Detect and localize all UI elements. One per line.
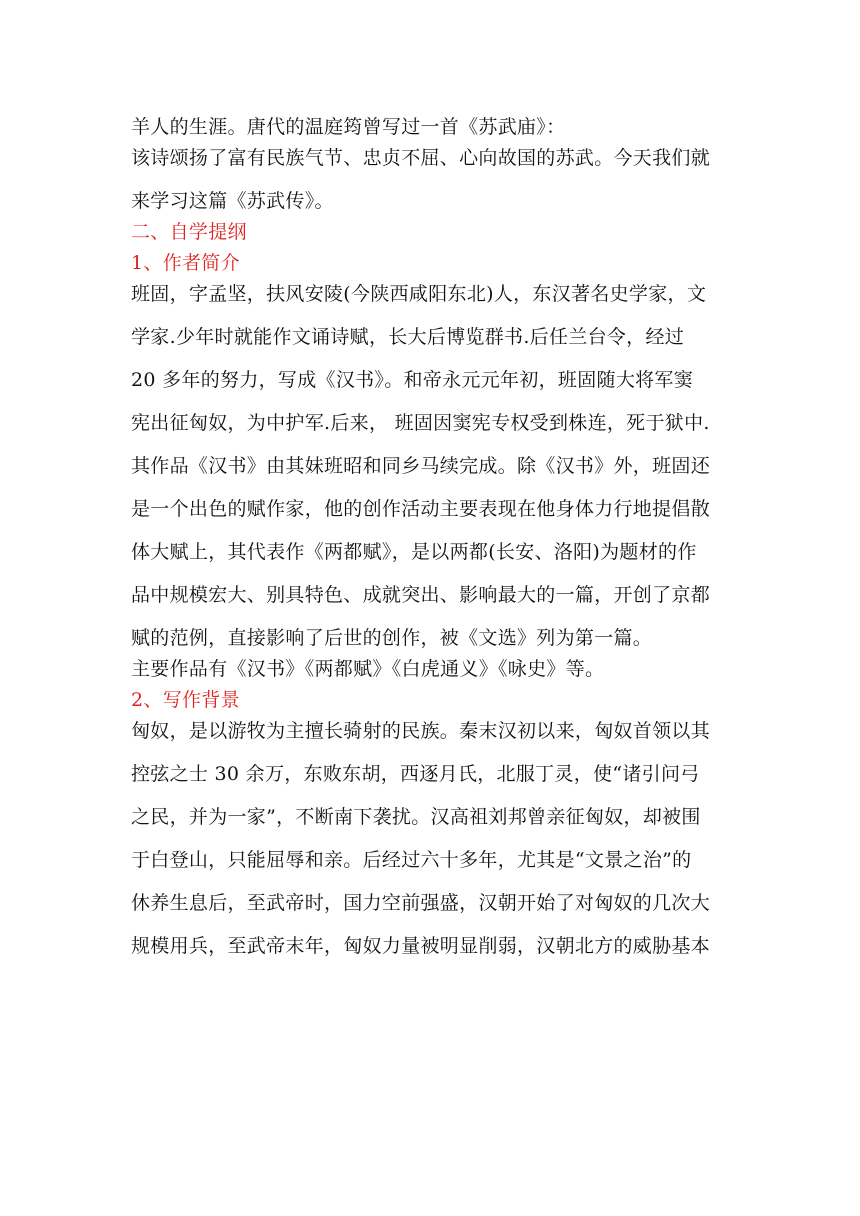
text-line: 休养生息后，至武帝时，国力空前强盛，汉朝开始了对匈奴的几次大 bbox=[131, 892, 711, 914]
subsection-heading-author bbox=[131, 248, 741, 279]
text-line: 品中规模宏大、别具特色、成就突出、影响最大的一篇，开创了京都 bbox=[131, 584, 711, 606]
text-line: 羊人的生涯。唐代的温庭筠曾写过一首《苏武庙》： bbox=[131, 116, 566, 138]
text-line: 20 多年的努力，写成《汉书》。和帝永元元年初，班固随大将军窦 bbox=[131, 369, 694, 391]
text-line: 匈奴，是以游牧为主擅长骑射的民族。秦末汉初以来，匈奴首领以其 bbox=[131, 720, 711, 742]
text-line: 是一个出色的赋作家，他的创作活动主要表现在他身体力行地提倡散 bbox=[131, 498, 711, 520]
text-line: 于白登山，只能屈辱和亲。后经过六十多年，尤其是“文景之治”的 bbox=[131, 849, 692, 871]
text-line: 主要作品有《汉书》《两都赋》《白虎通义》《咏史》等。 bbox=[131, 658, 605, 680]
text-line: 宪出征匈奴，为中护军.后来， 班固因窦宪专权受到株连，死于狱中. bbox=[131, 412, 710, 434]
author-works bbox=[131, 654, 741, 685]
heading-text: 2、写作背景 bbox=[131, 689, 240, 711]
text-line: 控弦之士 30 余万，东败东胡，西逐月氏，北服丁灵，使“诸引问弓 bbox=[131, 763, 700, 785]
heading-text: 二、自学提纲 bbox=[131, 221, 247, 243]
section-heading-self-study bbox=[131, 217, 741, 248]
intro-paragraph bbox=[131, 143, 741, 217]
background-paragraph bbox=[131, 716, 741, 962]
text-line: 学家.少年时就能作文诵诗赋，长大后博览群书.后任兰台令，经过 bbox=[131, 326, 685, 348]
text-line: 赋的范例，直接影响了后世的创作，被《文选》列为第一篇。 bbox=[131, 627, 653, 649]
text-line: 该诗颂扬了富有民族气节、忠贞不屈、心向故国的苏武。今天我们就 bbox=[131, 147, 711, 169]
author-paragraph bbox=[131, 279, 741, 654]
subsection-heading-background bbox=[131, 685, 741, 716]
text-line: 其作品《汉书》由其妹班昭和同乡马续完成。除《汉书》外，班固还 bbox=[131, 455, 711, 477]
heading-text: 1、作者简介 bbox=[131, 252, 240, 274]
document-body bbox=[131, 112, 741, 962]
text-line: 班固，字孟坚，扶风安陵(今陕西咸阳东北)人，东汉著名史学家，文 bbox=[131, 283, 707, 305]
text-line: 之民，并为一家”，不断南下袭扰。汉高祖刘邦曾亲征匈奴，却被围 bbox=[131, 806, 701, 828]
text-line: 来学习这篇《苏武传》。 bbox=[131, 190, 334, 212]
text-line: 体大赋上，其代表作《两都赋》，是以两都(长安、洛阳)为题材的作 bbox=[131, 541, 697, 563]
text-line: 规模用兵，至武帝末年，匈奴力量被明显削弱，汉朝北方的威胁基本 bbox=[131, 935, 711, 957]
intro-line bbox=[131, 112, 741, 143]
